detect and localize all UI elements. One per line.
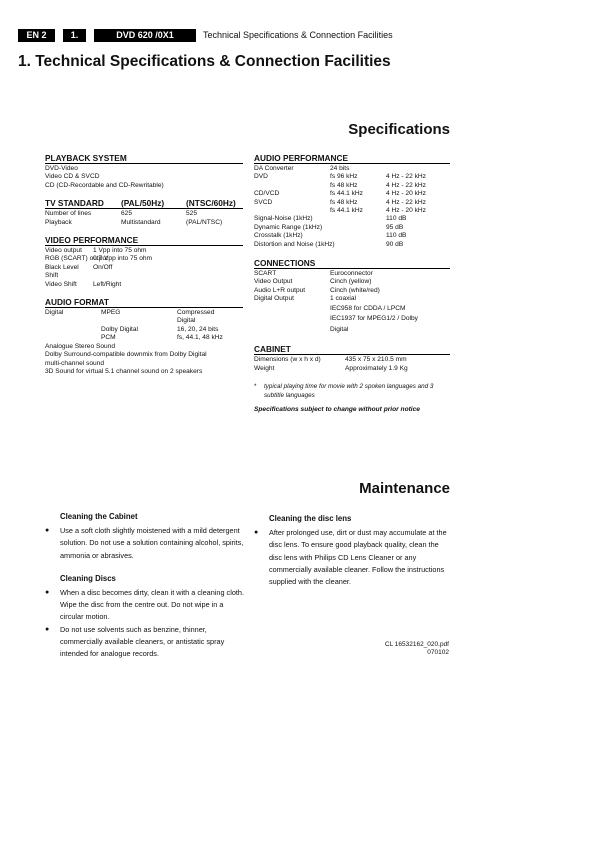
- ap-cell: [254, 207, 330, 215]
- playback-line: CD (CD-Recordable and CD-Rewritable): [45, 181, 164, 189]
- audio-perf-row: [254, 173, 450, 181]
- cab-cell: 435 x 75 x 210.5 mm: [345, 356, 407, 364]
- audio-format-row: [45, 317, 243, 325]
- maintenance-bullet: [45, 624, 245, 661]
- ap-cell: fs 48 kHz: [330, 198, 358, 206]
- ap-cell: 95 dB: [386, 223, 404, 231]
- maintenance-title: Maintenance: [359, 480, 450, 497]
- ap-cell: DVD: [254, 173, 268, 181]
- spec-right-column: [254, 153, 450, 415]
- bullet-text: Do not use solvents such as benzine, thinner, commercially available cleaners, or antistatic spray intended for analogue records.: [60, 624, 225, 659]
- video-row: [45, 264, 243, 281]
- tv-cell: 625: [121, 210, 133, 218]
- ap-cell: SVCD: [254, 198, 273, 206]
- cab-cell: Approximately 1.9 Kg: [345, 364, 408, 372]
- ap-cell: 24 bits: [330, 165, 350, 172]
- tv-pal-heading: (PAL/50Hz): [121, 198, 165, 209]
- ap-cell: [254, 182, 330, 190]
- specifications-title: Specifications: [348, 121, 450, 138]
- audio-performance-heading: AUDIO PERFORMANCE: [254, 153, 450, 164]
- conn-cell: [254, 325, 330, 336]
- header-title: Technical Specifications & Connection Facilities: [203, 30, 393, 40]
- conn-cell: [254, 314, 330, 325]
- video-cell: Video Shift: [45, 280, 77, 288]
- af-cell: 16, 20, 24 bits: [177, 325, 219, 333]
- video-row: [45, 281, 243, 289]
- af-cell: PCM: [101, 334, 116, 342]
- ap-cell: fs 96 kHz: [330, 173, 358, 181]
- tv-cell: Multistandard: [121, 218, 161, 226]
- bullet-text: Use a soft cloth slightly moistened with a mild detergent solution. Do not use a solution containing alcohol, spirits, ammonia or abrasives.: [60, 526, 244, 560]
- connection-row: [254, 314, 450, 325]
- video-cell: 1 Vpp into 75 ohm: [93, 247, 147, 255]
- bullet-icon: ●: [254, 529, 259, 536]
- cleaning-discs-heading: Cleaning Discs: [60, 573, 116, 583]
- cabinet-row: [254, 356, 450, 364]
- tv-cell: Playback: [45, 218, 72, 226]
- af-cell: [45, 317, 101, 325]
- playback-heading: PLAYBACK SYSTEM: [45, 153, 243, 164]
- audio-perf-row: [254, 241, 450, 249]
- cabinet-row: [254, 365, 450, 373]
- video-cell: 0.7 Vpp into 75 ohm: [93, 255, 153, 263]
- af-cell: MPEG: [101, 309, 121, 317]
- conn-cell: SCART: [254, 270, 277, 278]
- playback-line: Video CD & SVCD: [45, 173, 100, 181]
- cleaning-lens-heading: Cleaning the disc lens: [269, 514, 352, 523]
- video-performance-heading: VIDEO PERFORMANCE: [45, 235, 243, 246]
- header-lang-badge: EN 2: [18, 29, 55, 42]
- af-cell: fs, 44.1, 48 kHz: [177, 334, 223, 342]
- ap-cell: Crosstalk (1kHz): [254, 232, 303, 240]
- ap-cell: Signal-Noise (1kHz): [254, 215, 313, 223]
- conn-cell: [254, 304, 330, 315]
- spec-disclaimer: Specifications subject to change without prior notice: [254, 406, 420, 414]
- page-title: 1. Technical Specifications & Connection Facilities: [18, 53, 391, 70]
- video-cell: Black Level Shift: [45, 263, 79, 280]
- tv-cell: (PAL/NTSC): [186, 218, 223, 226]
- ap-cell: Dynamic Range (1kHz): [254, 223, 323, 231]
- audio-format-note: multi-channel sound: [45, 359, 105, 367]
- page-footer: [385, 641, 449, 658]
- video-row: [45, 247, 243, 255]
- video-cell: Video output: [45, 247, 82, 255]
- ap-cell: 4 Hz - 20 kHz: [386, 190, 426, 198]
- connection-row: [254, 325, 450, 336]
- maintenance-right-column: [254, 513, 450, 588]
- header-chapter-badge: 1.: [63, 29, 86, 42]
- ap-cell: 4 Hz - 22 kHz: [386, 198, 426, 206]
- conn-cell: Cinch (yellow): [330, 278, 372, 286]
- cabinet-heading: CABINET: [254, 344, 450, 355]
- bullet-text: When a disc becomes dirty, clean it with a cleaning cloth. Wipe the disc from the centre out. Do not wipe in a circular motion.: [60, 587, 244, 622]
- audio-format-row: [45, 334, 243, 342]
- audio-perf-row: [254, 215, 450, 223]
- bullet-icon: ●: [45, 625, 50, 633]
- video-cell: Left/Right: [93, 280, 122, 288]
- audio-perf-row: [254, 224, 450, 232]
- af-cell: Compressed: [177, 309, 215, 317]
- tv-ntsc-heading: (NTSC/60Hz): [186, 198, 236, 209]
- ap-cell: fs 48 kHz: [330, 181, 358, 189]
- audio-perf-row: [254, 199, 450, 207]
- maintenance-bullet: [45, 525, 245, 562]
- tv-cell: Number of lines: [45, 210, 92, 218]
- audio-perf-row: [254, 190, 450, 198]
- ap-cell: DA Converter: [254, 165, 294, 172]
- connection-row: [254, 270, 450, 278]
- bullet-text: After prolonged use, dirt or dust may accumulate at the disc lens. To ensure good playback quality, clean the disc lens with Philips CD Lens Cleaner or any commercially available cleaner. Follow the instructions supplied with the cleaner.: [269, 528, 447, 587]
- tv-standard-heading: [45, 198, 243, 209]
- audio-perf-row: [254, 232, 450, 240]
- conn-cell: Audio L+R output: [254, 286, 306, 294]
- tv-cell: 525: [186, 210, 198, 218]
- audio-format-heading: AUDIO FORMAT: [45, 297, 243, 308]
- footnote-text: typical playing time for movie with 2 spoken languages and 3 subtitle languages: [264, 383, 434, 400]
- header-model-badge: DVD 620 /0X1: [94, 29, 196, 42]
- audio-perf-row: [254, 182, 450, 190]
- maintenance-bullet: [254, 527, 450, 588]
- bullet-icon: ●: [45, 588, 50, 596]
- audio-perf-row: [254, 207, 450, 215]
- bullet-icon: ●: [45, 527, 50, 534]
- conn-cell: Euroconnector: [330, 270, 373, 278]
- ap-cell: 4 Hz - 20 kHz: [386, 207, 426, 215]
- af-cell: Digital: [45, 309, 64, 317]
- audio-perf-row: [254, 165, 450, 173]
- af-cell: Dolby Digital: [101, 325, 139, 333]
- maintenance-bullet: [45, 587, 245, 624]
- conn-cell: IEC958 for CDDA / LPCM: [330, 304, 406, 312]
- ap-cell: 110 dB: [386, 232, 407, 240]
- audio-format-row: [45, 326, 243, 334]
- maintenance-left-column: [45, 511, 245, 661]
- af-cell: [101, 317, 177, 325]
- conn-cell: 1 coaxial: [330, 295, 357, 303]
- footer-filename: CL 16532162_020.pdf: [384, 641, 449, 648]
- video-cell: RGB (SCART) output: [45, 255, 108, 263]
- tv-heading-label: TV STANDARD: [45, 198, 104, 209]
- tv-row: [45, 210, 243, 218]
- connection-row: [254, 295, 450, 303]
- cab-cell: Weight: [254, 364, 275, 372]
- af-cell: [45, 326, 101, 334]
- ap-cell: 110 dB: [386, 215, 407, 223]
- ap-cell: 90 dB: [386, 240, 404, 248]
- cleaning-cabinet-heading: Cleaning the Cabinet: [60, 512, 138, 521]
- ap-cell: fs 44.1 kHz: [330, 207, 363, 215]
- video-row: [45, 255, 243, 263]
- conn-cell: Digital: [330, 325, 349, 333]
- ap-cell: fs 44.1 kHz: [330, 190, 363, 198]
- connections-heading: CONNECTIONS: [254, 258, 450, 269]
- ap-cell: Distortion and Noise (1kHz): [254, 240, 335, 248]
- conn-cell: Video Output: [254, 278, 293, 286]
- playback-line: DVD-Video: [45, 165, 78, 172]
- tv-row: [45, 219, 243, 227]
- connection-row: [254, 304, 450, 315]
- af-cell: [45, 334, 101, 342]
- ap-cell: 4 Hz - 22 kHz: [386, 181, 426, 189]
- ap-cell: CD/VCD: [254, 190, 280, 198]
- conn-cell: Digital Output: [254, 295, 294, 303]
- audio-format-note: Dolby Surround-compatible downmix from Dolby Digital: [45, 351, 207, 359]
- af-cell: Digital: [177, 317, 196, 325]
- footnote: [254, 382, 450, 400]
- footer-date: 070102: [427, 649, 449, 657]
- ap-cell: 4 Hz - 22 kHz: [386, 173, 426, 181]
- spec-left-column: [45, 153, 243, 376]
- audio-format-note: 3D Sound for virtual 5.1 channel sound on 2 speakers: [45, 367, 203, 375]
- audio-format-row: [45, 309, 243, 317]
- footnote-star: *: [254, 383, 257, 390]
- conn-cell: Cinch (white/red): [330, 286, 380, 294]
- conn-cell: IEC1937 for MPEG1/2 / Dolby: [330, 315, 418, 323]
- connection-row: [254, 278, 450, 286]
- audio-format-note: Analogue Stereo Sound: [45, 342, 116, 350]
- connection-row: [254, 287, 450, 295]
- video-cell: On/Off: [93, 263, 113, 271]
- cab-cell: Dimensions (w x h x d): [254, 356, 321, 364]
